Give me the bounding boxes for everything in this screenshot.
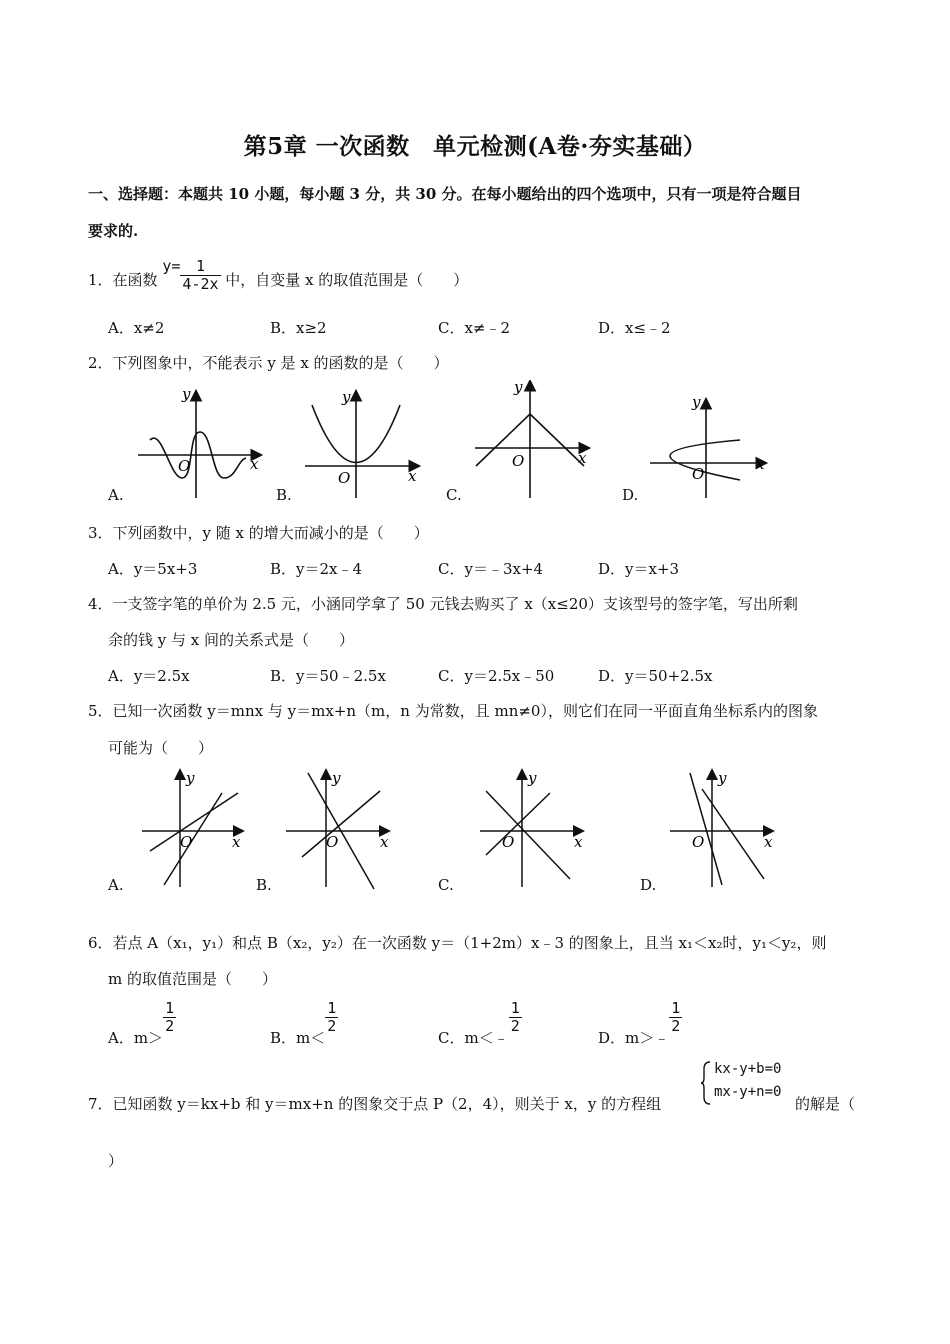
q6-c-fraction bbox=[509, 1000, 522, 1035]
q2-option-d: D. bbox=[622, 486, 639, 504]
q5-d-x-label: x bbox=[764, 833, 773, 851]
q6-c-den: 2 bbox=[510, 1017, 520, 1035]
q5-d-origin: O bbox=[692, 833, 705, 851]
q5-d-y-label: y bbox=[718, 769, 727, 787]
section-line-2: 要求的. bbox=[88, 222, 139, 240]
q2-b-x-label: x bbox=[408, 467, 417, 485]
question-2: 2．下列图象中，不能表示 y 是 x 的函数的是（ ） bbox=[88, 354, 449, 372]
q6-option-d bbox=[598, 1000, 682, 1048]
question-7: 7．已知函数 y＝kx+b 和 y＝mx+n 的图象交于点 P（2，4），则关于 x，y 的方程组 bbox=[88, 1095, 662, 1113]
q2-c-y-label: y bbox=[514, 380, 523, 396]
q7-brace-icon bbox=[700, 1061, 712, 1105]
q2-option-a: A. bbox=[108, 486, 124, 504]
q2-d-y-label: y bbox=[692, 393, 701, 411]
q6-c-prefix: C．m＜﹣ bbox=[438, 1029, 509, 1047]
q6-a-prefix: A．m＞ bbox=[108, 1029, 164, 1047]
q2-graph-a bbox=[138, 392, 260, 498]
q3-option-b: B．y＝2x﹣4 bbox=[270, 560, 363, 578]
page-title: 第5章 一次函数 单元检测(A卷·夯实基础） bbox=[243, 133, 707, 160]
q6-d-num: 1 bbox=[671, 999, 681, 1017]
q2-b-origin: O bbox=[338, 469, 351, 487]
q2-b-y-label: y bbox=[342, 388, 351, 406]
q2-graph-d bbox=[650, 400, 765, 498]
q5-option-b: B. bbox=[256, 876, 272, 894]
q2-c-origin: O bbox=[512, 452, 525, 470]
question-6-line-2: m 的取值范围是（ ） bbox=[108, 970, 277, 988]
q5-graph-b bbox=[286, 771, 388, 889]
q2-a-origin: O bbox=[178, 457, 191, 475]
section-instructions bbox=[88, 176, 878, 250]
q4-option-d: D．y＝50+2.5x bbox=[598, 667, 713, 685]
q2-d-x-label: x bbox=[756, 455, 765, 473]
q7-suffix: 的解是（ bbox=[795, 1095, 856, 1113]
question-6-line-1: 6．若点 A（x₁，y₁）和点 B（x₂，y₂）在一次函数 y＝（1+2m）x﹣3 的图象上，且当 x₁＜x₂时，y₁＜y₂，则 bbox=[88, 934, 827, 952]
q5-option-a: A. bbox=[108, 876, 124, 894]
q4-option-c: C．y＝2.5x﹣50 bbox=[438, 667, 555, 685]
question-1 bbox=[88, 258, 468, 293]
q5-a-y-label: y bbox=[186, 769, 195, 787]
q5-graph-a bbox=[142, 771, 242, 887]
question-4-line-2: 余的钱 y 与 x 间的关系式是（ ） bbox=[108, 631, 355, 649]
q6-b-prefix: B．m＜ bbox=[270, 1029, 326, 1047]
question-4-line-1: 4．一支签字笔的单价为 2.5 元，小涵同学拿了 50 元钱去购买了 x（x≤20）支该型号的签字笔，写出所剩 bbox=[88, 595, 798, 613]
q6-option-b bbox=[270, 1000, 338, 1048]
question-5-line-1: 5．已知一次函数 y＝mnx 与 y＝mx+n（m，n 为常数，且 mn≠0），则它们在同一平面直角坐标系内的图象 bbox=[88, 702, 818, 720]
q6-c-num: 1 bbox=[510, 999, 520, 1017]
q5-graphs bbox=[130, 765, 790, 890]
question-3: 3．下列函数中，y 随 x 的增大而减小的是（ ） bbox=[88, 524, 429, 542]
q5-option-c: C. bbox=[438, 876, 454, 894]
q7-close-paren: ） bbox=[108, 1152, 124, 1170]
q5-a-x-label: x bbox=[232, 833, 241, 851]
q3-option-c: C．y＝﹣3x+4 bbox=[438, 560, 544, 578]
q3-option-d: D．y＝x+3 bbox=[598, 560, 680, 578]
q1-option-c: C．x≠﹣2 bbox=[438, 319, 511, 337]
q5-graph-d bbox=[670, 771, 772, 887]
q5-c-origin: O bbox=[502, 833, 515, 851]
q2-a-x-label: x bbox=[250, 455, 259, 473]
q2-c-x-label: x bbox=[578, 449, 587, 467]
q1-frac-den: 4-2x bbox=[182, 275, 219, 293]
q6-a-num: 1 bbox=[165, 999, 175, 1017]
q2-option-c: C. bbox=[446, 486, 462, 504]
q1-frac-num: 1 bbox=[195, 257, 205, 275]
q6-option-a bbox=[108, 1000, 176, 1048]
q1-prefix: 1．在函数 bbox=[88, 271, 158, 289]
q5-a-origin: O bbox=[180, 833, 193, 851]
q6-d-fraction bbox=[669, 1000, 682, 1035]
q7-eq-1: kx-y+b=0 bbox=[714, 1061, 782, 1077]
q5-b-y-label: y bbox=[332, 769, 341, 787]
q2-graph-b bbox=[305, 392, 418, 498]
q2-option-b: B. bbox=[276, 486, 292, 504]
section-line-1: 一、选择题：本题共 10 小题，每小题 3 分，共 30 分。在每小题给出的四个选项中，只有一项是符合题目 bbox=[88, 185, 802, 203]
q4-option-b: B．y＝50﹣2.5x bbox=[270, 667, 386, 685]
q1-option-d: D．x≤﹣2 bbox=[598, 319, 671, 337]
q7-eq-2: mx-y+n=0 bbox=[714, 1084, 782, 1100]
q6-b-den: 2 bbox=[327, 1017, 337, 1035]
q1-suffix: 中，自变量 x 的取值范围是（ ） bbox=[225, 271, 469, 289]
q1-frac-lhs: y= bbox=[162, 257, 181, 275]
q4-option-a: A．y＝2.5x bbox=[108, 667, 190, 685]
q5-c-y-label: y bbox=[528, 769, 537, 787]
q1-function-fraction bbox=[162, 258, 220, 293]
q6-d-den: 2 bbox=[671, 1017, 681, 1035]
q2-graph-c bbox=[475, 382, 588, 498]
q5-b-origin: O bbox=[326, 833, 339, 851]
q6-a-fraction bbox=[163, 1000, 176, 1035]
q6-option-c bbox=[438, 1000, 522, 1048]
q5-option-d: D. bbox=[640, 876, 657, 894]
q2-a-y-label: y bbox=[182, 385, 191, 403]
q6-a-den: 2 bbox=[165, 1017, 175, 1035]
q6-d-prefix: D．m＞﹣ bbox=[598, 1029, 670, 1047]
q6-b-fraction bbox=[325, 1000, 338, 1035]
q3-option-a: A．y＝5x+3 bbox=[108, 560, 198, 578]
q5-graph-c bbox=[480, 771, 582, 887]
q1-option-b: B．x≥2 bbox=[270, 319, 327, 337]
q1-option-a: A．x≠2 bbox=[108, 319, 165, 337]
q5-c-x-label: x bbox=[574, 833, 583, 851]
q2-d-origin: O bbox=[692, 465, 705, 483]
q5-b-x-label: x bbox=[380, 833, 389, 851]
q6-b-num: 1 bbox=[327, 999, 337, 1017]
question-5-line-2: 可能为（ ） bbox=[108, 739, 214, 757]
